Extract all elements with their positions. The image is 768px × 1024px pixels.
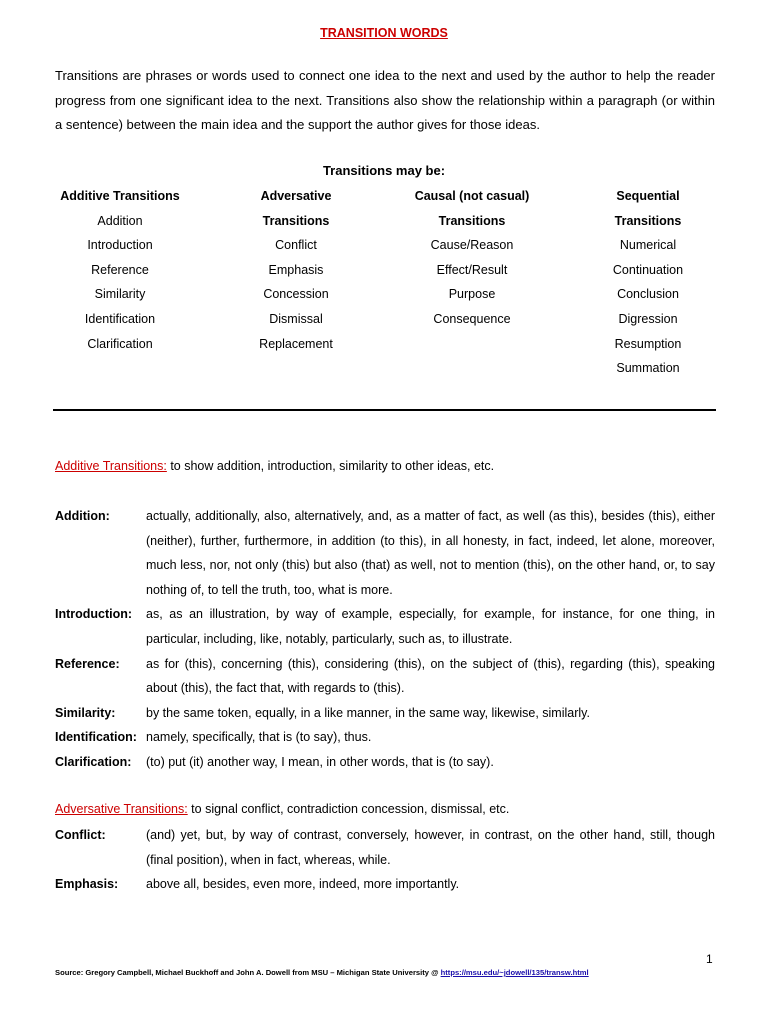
column-item: Addition bbox=[97, 213, 143, 228]
transitions-may-be-heading: Transitions may be: bbox=[322, 163, 446, 178]
column-item: Introduction bbox=[87, 238, 153, 253]
column-heading: Adversative bbox=[260, 189, 332, 203]
column-item: Concession bbox=[263, 287, 329, 302]
column-heading: Transitions bbox=[262, 213, 330, 228]
column-item: Dismissal bbox=[269, 311, 323, 326]
entry-term: Identification: bbox=[55, 730, 137, 745]
column-heading: Transitions bbox=[438, 213, 506, 228]
section-label: Additive Transitions: bbox=[55, 459, 167, 473]
entry-term: Emphasis: bbox=[55, 877, 119, 892]
definition-entry bbox=[55, 652, 715, 701]
definition-entry bbox=[55, 872, 715, 897]
intro-paragraph: Transitions are phrases or words used to connect one idea to the next and used by the author to help the reader progress from one significant idea to the next. Transitions also show the relationship within a paragraph (or within a sentence) between the main idea and the support the author gives for those ideas. bbox=[55, 68, 715, 132]
adversative-entries bbox=[55, 823, 715, 897]
entry-definition: namely, specifically, that is (to say), thus. bbox=[146, 730, 372, 745]
entry-definition: as for (this), concerning (this), considering (this), on the subject of (this), regarding (this), speaking about (this), the fact that, with regards to (this). bbox=[146, 656, 715, 696]
entry-definition: above all, besides, even more, indeed, more importantly. bbox=[146, 877, 460, 892]
column-item: Continuation bbox=[612, 262, 684, 277]
column-item: Digression bbox=[618, 311, 678, 326]
section-description: to signal conflict, contradiction concession, dismissal, etc. bbox=[187, 802, 510, 816]
source-link[interactable]: https://msu.edu/~jdowell/135/transw.html bbox=[440, 968, 589, 977]
definition-entry bbox=[55, 602, 715, 651]
entry-definition: actually, additionally, also, alternatively, and, as a matter of fact, as well (as this), besides (this), either (neither), further, furthermore, in addition (to this), in all honesty, in fact, indeed, let alone, moreover, much less, nor, not only (this) but also (that) as well, not to mention (this), on the other hand, or, to say nothing of, to tell the truth, too, what is more. bbox=[146, 509, 715, 597]
column-item: Identification bbox=[84, 311, 156, 326]
definition-entry bbox=[55, 750, 715, 775]
horizontal-divider bbox=[53, 409, 716, 411]
column-item: Conflict bbox=[275, 238, 317, 253]
column-additive bbox=[35, 186, 205, 358]
entry-term: Conflict: bbox=[55, 828, 106, 842]
column-item: Replacement bbox=[259, 336, 333, 351]
column-item: Emphasis bbox=[268, 262, 324, 277]
transition-types-columns bbox=[0, 186, 768, 386]
page-number: 1 bbox=[706, 952, 713, 966]
column-item: Cause/Reason bbox=[430, 238, 514, 253]
definition-entry bbox=[55, 504, 715, 602]
column-item: Consequence bbox=[433, 311, 511, 326]
entry-definition: (and) yet, but, by way of contrast, conversely, however, in contrast, on the other hand, still, though (final position), when in fact, whereas, while. bbox=[146, 828, 715, 867]
entry-term: Addition: bbox=[55, 509, 110, 523]
entry-term: Introduction: bbox=[55, 607, 133, 622]
column-heading: Causal (not casual) bbox=[414, 189, 530, 203]
source-text: Source: Gregory Campbell, Michael Buckhoff and John A. Dowell from MSU – Michigan State University @ bbox=[55, 968, 441, 977]
entry-definition: as, as an illustration, by way of example, especially, for example, for instance, for one thing, in particular, including, like, notably, particularly, such as, to illustrate. bbox=[146, 607, 715, 646]
column-item: Numerical bbox=[619, 238, 677, 253]
entry-term: Reference: bbox=[55, 656, 120, 671]
entry-definition: by the same token, equally, in a like manner, in the same way, likewise, similarly. bbox=[146, 705, 590, 720]
column-item: Similarity bbox=[94, 287, 146, 302]
column-item: Conclusion bbox=[617, 287, 679, 302]
section-description: to show addition, introduction, similarity to other ideas, etc. bbox=[166, 459, 495, 473]
section-label: Adversative Transitions: bbox=[55, 802, 188, 816]
definition-entry bbox=[55, 701, 715, 726]
column-heading: Transitions bbox=[614, 213, 682, 228]
column-item: Summation bbox=[616, 361, 680, 376]
column-item: Resumption bbox=[614, 336, 682, 351]
entry-term: Clarification: bbox=[55, 754, 132, 769]
column-adversative bbox=[211, 186, 381, 358]
definition-entry bbox=[55, 725, 715, 750]
additive-entries bbox=[55, 504, 715, 775]
entry-term: Similarity: bbox=[55, 705, 116, 720]
column-item: Purpose bbox=[448, 287, 496, 302]
additive-section-heading bbox=[55, 459, 494, 473]
column-heading: Additive Transitions bbox=[60, 189, 180, 203]
column-item: Reference bbox=[91, 262, 149, 277]
column-heading: Sequential bbox=[616, 189, 680, 203]
column-item: Clarification bbox=[87, 336, 153, 351]
adversative-section-heading bbox=[55, 802, 509, 816]
column-sequential bbox=[563, 186, 733, 383]
column-causal bbox=[387, 186, 557, 334]
page-title: TRANSITION WORDS bbox=[320, 26, 448, 40]
source-footer bbox=[55, 968, 589, 977]
definition-entry bbox=[55, 823, 715, 872]
column-item: Effect/Result bbox=[436, 262, 508, 277]
entry-definition: (to) put (it) another way, I mean, in other words, that is (to say). bbox=[146, 754, 494, 769]
